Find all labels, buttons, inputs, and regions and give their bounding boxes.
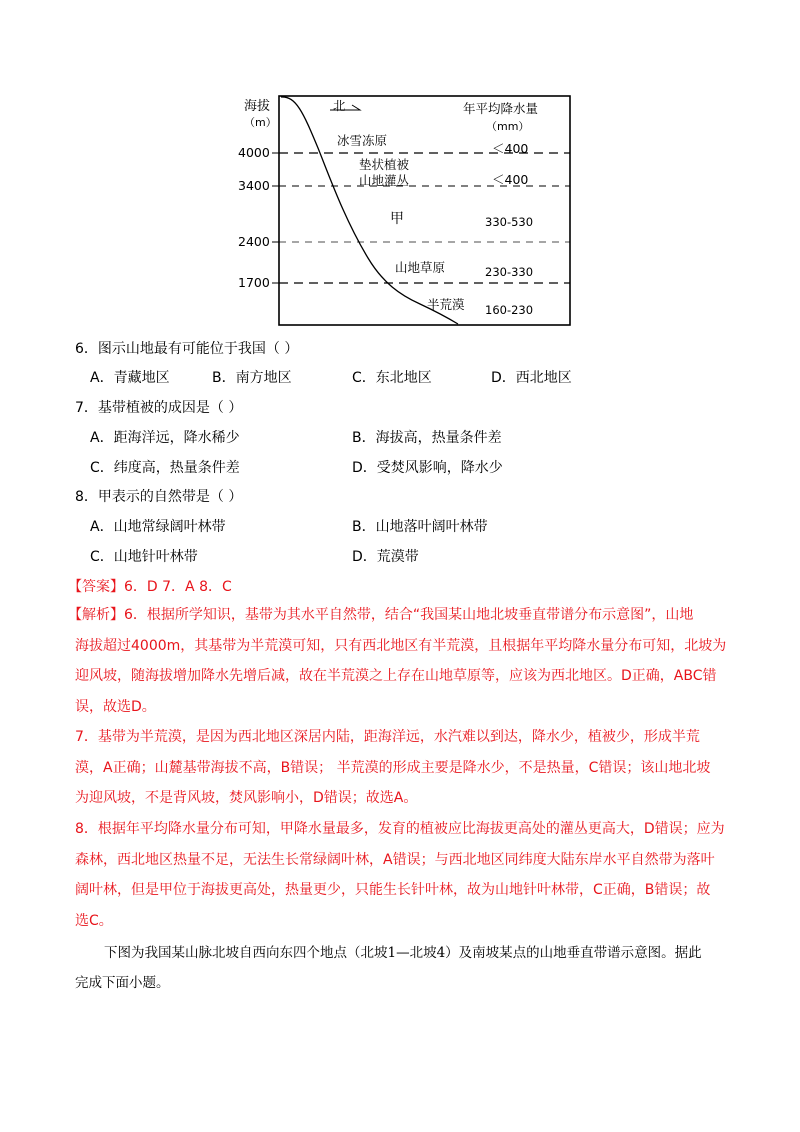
- option-a: A．山地常绿阔叶林带: [90, 519, 226, 535]
- analysis-line: 选C。: [75, 912, 113, 929]
- analysis-7: [75, 722, 735, 814]
- zone-jia: 甲: [390, 211, 404, 227]
- option-c: C．山地针叶林带: [90, 549, 198, 565]
- analysis-line: 7．基带为半荒漠，是因为西北地区深居内陆，距海洋远，水汽难以到达，降水少，植被少，形成半荒: [75, 729, 700, 745]
- precip-unit: （mm）: [486, 120, 530, 133]
- zone-shrub: 山地灌丛: [359, 173, 410, 188]
- analysis-label: 【解析】: [68, 607, 124, 623]
- north-label: 北: [333, 98, 346, 113]
- answer-label: 【答案】: [68, 579, 124, 595]
- zone-ice-snow: 冰雪冻原: [337, 133, 388, 148]
- option-d: D．荒漠带: [352, 549, 419, 565]
- precip-value: ＜400: [492, 172, 529, 187]
- altitude-label: 1700: [238, 275, 270, 290]
- option-b: B．山地落叶阔叶林带: [352, 519, 488, 535]
- y-axis-label: 海拔: [244, 99, 271, 114]
- question-stem: 7．基带植被的成因是（ ）: [75, 400, 243, 416]
- answer-line: [68, 576, 232, 596]
- option-a: A．距海洋远，降水稀少: [90, 430, 240, 446]
- analysis-line: 8．根据年平均降水量分布可知，甲降水量最多，发育的植被应比海拔更高处的灌丛更高大，D错误；应为: [75, 821, 725, 837]
- altitude-label: 2400: [238, 234, 270, 249]
- analysis-6: [68, 600, 728, 722]
- y-axis-unit: （m）: [244, 116, 277, 129]
- analysis-line: 误，故选D。: [75, 698, 156, 715]
- option-d: D．受焚风影响，降水少: [352, 460, 503, 476]
- zone-cushion: 垫状植被: [359, 157, 410, 172]
- option-b: B．海拔高，热量条件差: [352, 430, 502, 446]
- precip-value: ＜400: [492, 141, 529, 156]
- analysis-line: 阔叶林，但是甲位于海拔更高处，热量更少，只能生长针叶林，故为山地针叶林带，C正确，B错误；故: [75, 882, 711, 898]
- precip-title: 年平均降水量: [463, 101, 539, 116]
- altitude-label: 4000: [238, 145, 270, 160]
- option-b: B．南方地区: [212, 370, 292, 386]
- intro-line: 完成下面小题。: [75, 975, 170, 991]
- analysis-line: 漠，A正确；山麓基带海拔不高，B错误； 半荒漠的形成主要是降水少，不是热量，C错误；该山地北坡: [75, 759, 711, 776]
- zone-grassland: 山地草原: [395, 260, 446, 275]
- analysis-line: 海拔超过4000m，其基带为半荒漠可知，只有西北地区有半荒漠，且根据年平均降水量分布可知，北坡为: [75, 637, 727, 654]
- precip-value: 330-530: [485, 215, 534, 229]
- intro-line: 下图为我国某山脉北坡自西向东四个地点（北坡1—北坡4）及南坡某点的山地垂直带谱示意图。据此: [104, 945, 702, 961]
- question-stem: 8．甲表示的自然带是（ ）: [75, 489, 243, 505]
- analysis-line: 6．根据所学知识，基带为其水平自然带，结合“我国某山地北坡垂直带谱分布示意图”，山地: [124, 607, 694, 623]
- question-stem: 6．图示山地最有可能位于我国（ ）: [75, 341, 299, 357]
- option-a: A．青藏地区: [90, 370, 170, 386]
- analysis-line: 森林，西北地区热量不足，无法生长常绿阔叶林，A错误；与西北地区同纬度大陆东岸水平自然带为落叶: [75, 851, 715, 868]
- answer-text: 6．D 7．A 8．C: [124, 579, 232, 595]
- option-c: C．东北地区: [352, 370, 432, 386]
- zone-semi-desert: 半荒漠: [427, 297, 465, 312]
- option-d: D．西北地区: [491, 370, 572, 386]
- analysis-8: [75, 814, 735, 936]
- precip-value: 160-230: [485, 303, 534, 317]
- analysis-line: 为迎风坡，不是背风坡，焚风影响小，D错误；故选A。: [75, 790, 418, 806]
- analysis-line: 迎风坡，随海拔增加降水先增后减，故在半荒漠之上存在山地草原等，应该为西北地区。D正确，ABC错: [75, 668, 717, 684]
- option-c: C．纬度高，热量条件差: [90, 460, 240, 476]
- altitude-label: 3400: [238, 178, 270, 193]
- precip-value: 230-330: [485, 265, 534, 279]
